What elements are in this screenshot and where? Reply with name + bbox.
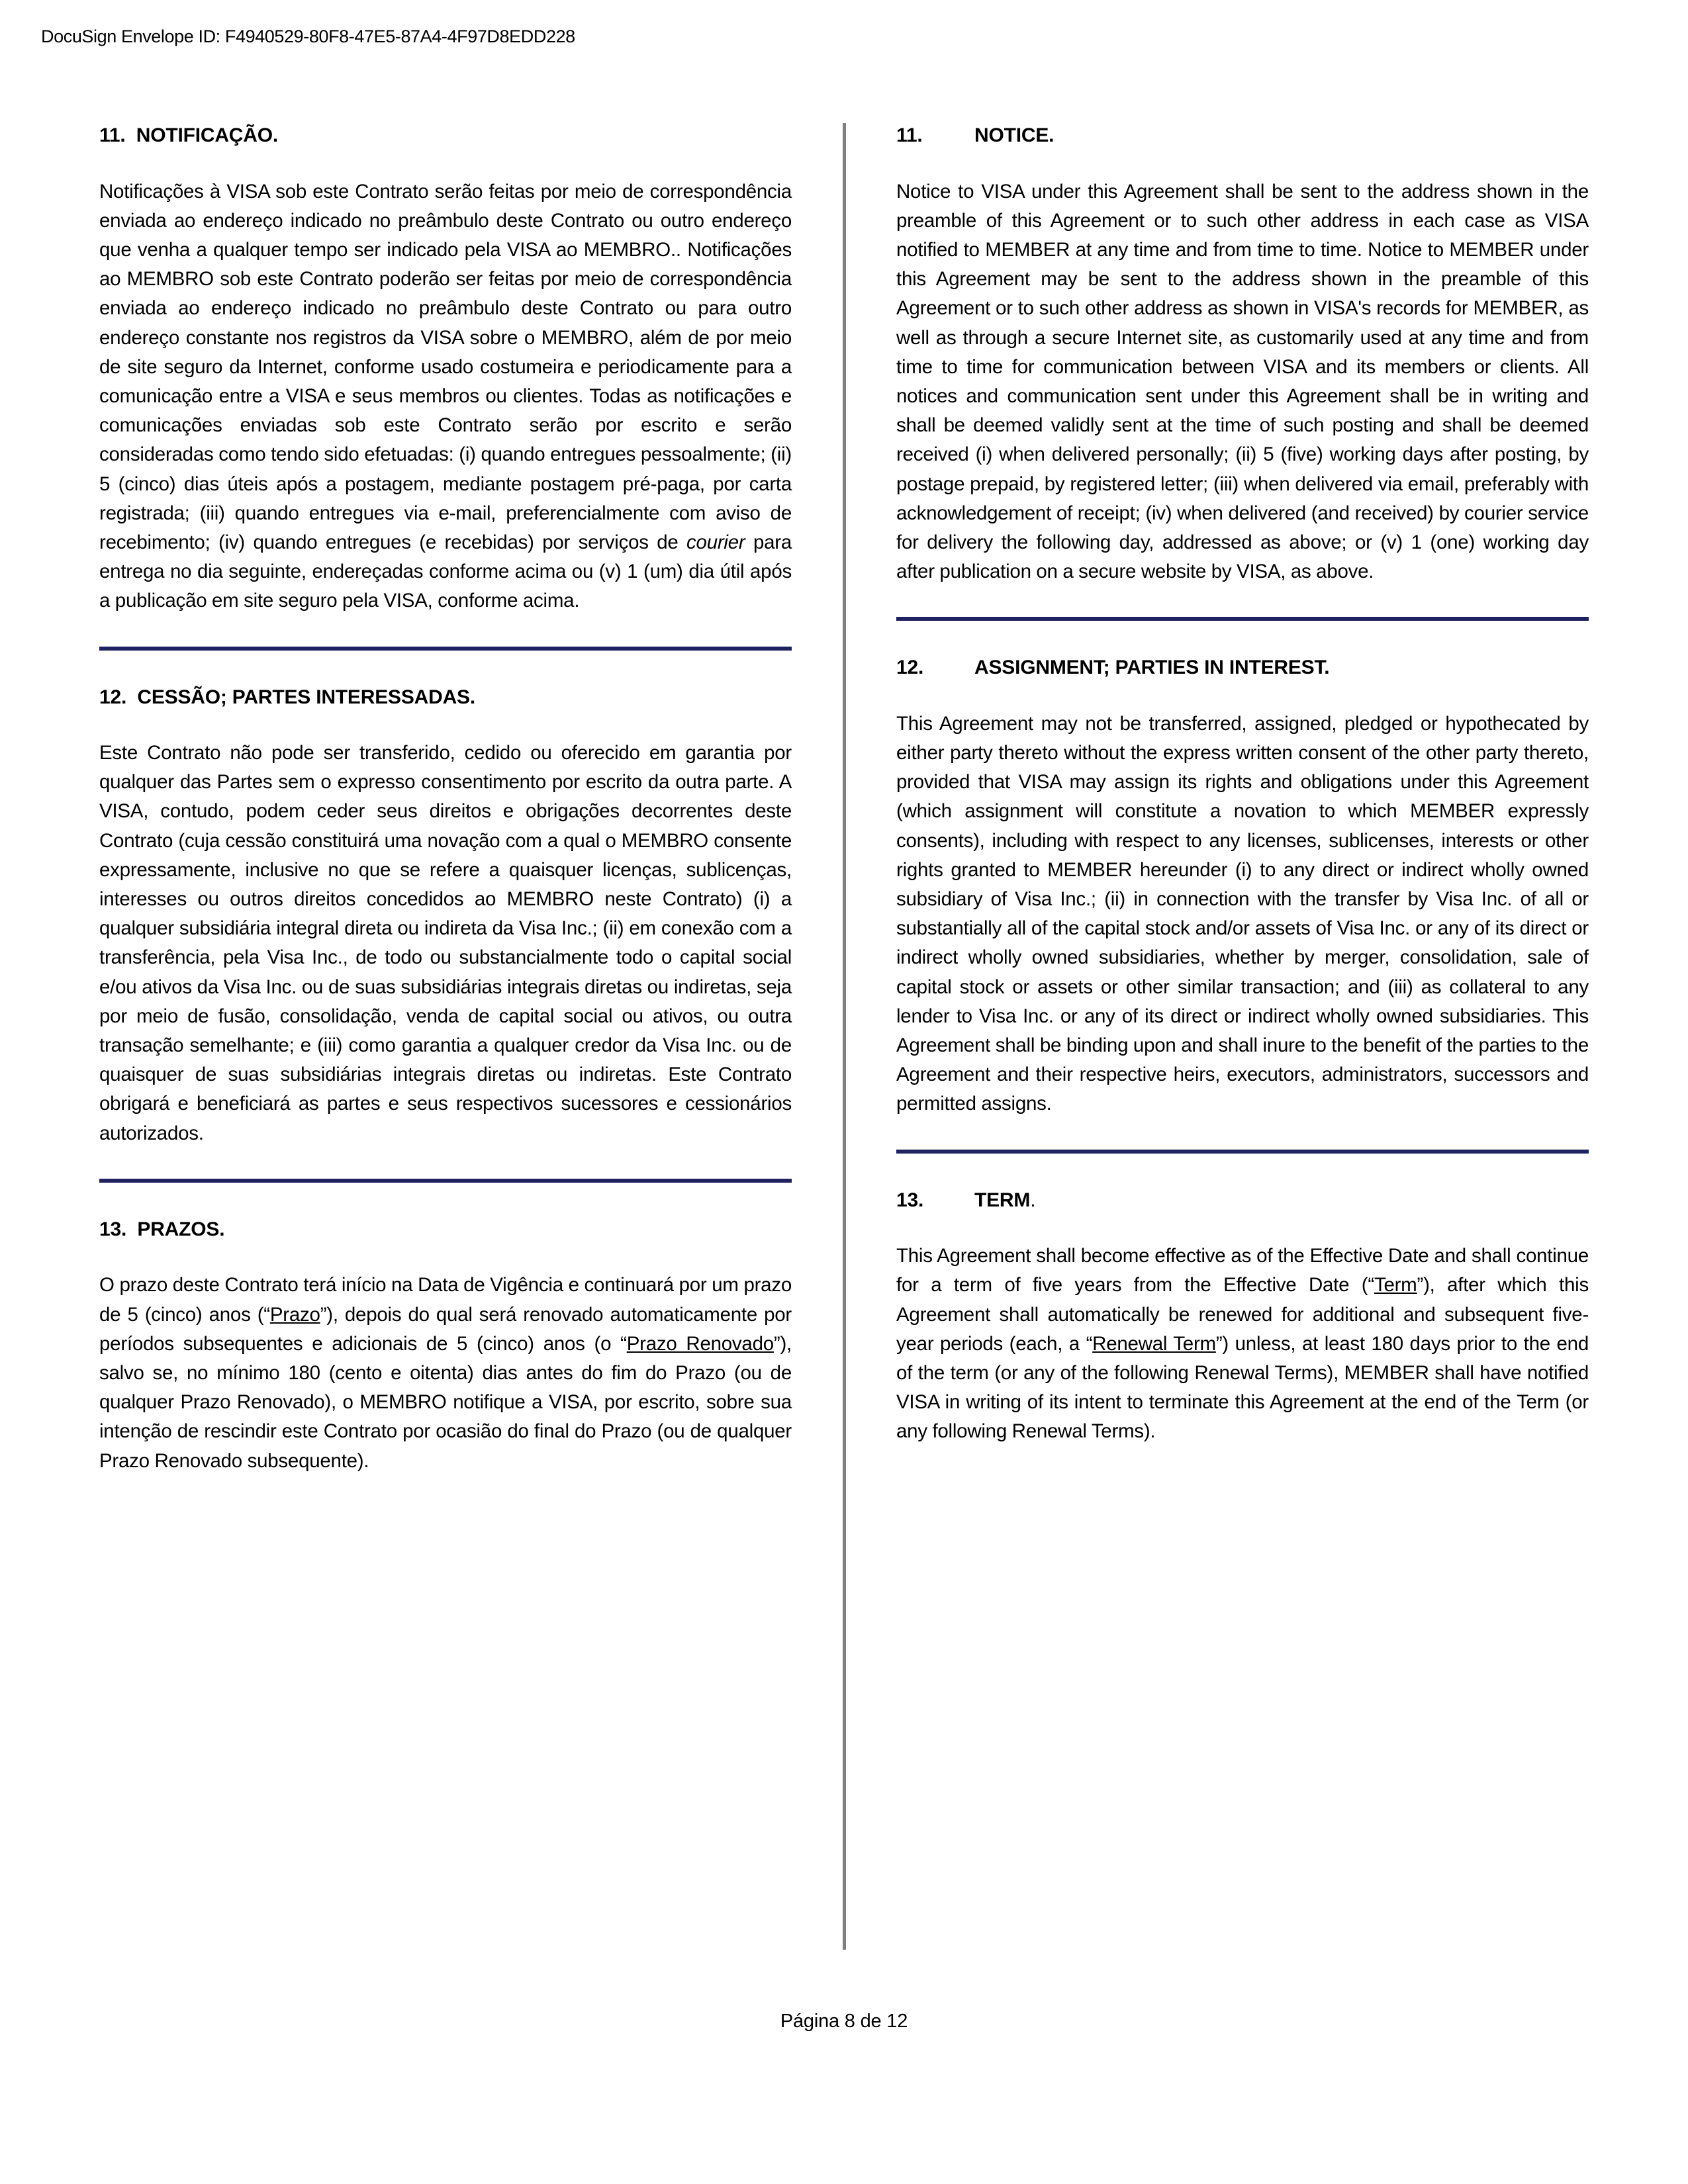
- section-12-pt: [99, 685, 792, 1148]
- section-11-en-body: Notice to VISA under this Agreement shall be sent to the address shown in the preamble of this Agreement or to such other address in each case as VISA notified to MEMBER at any time and from time to time. Notice to MEMBER under this Agreement may be sent to the address shown in the preamble of this Agreement or to such other address as shown in VISA's records for MEMBER, as well as through a secure Internet site, as customarily used at any time and from time to time for communication between VISA and its members or clients. All notices and communication sent under this Agreement shall be in writing and shall be deemed validly sent at the time of such posting and shall be deemed received (i) when delivered personally; (ii) 5 (five) working days after posting, by postage prepaid, by registered letter; (iii) when delivered via email, preferably with acknowledgement of receipt; (iv) when delivered (and received) by courier service for delivery the following day, addressed as above; or (v) 1 (one) working day after publication on a secure website by VISA, as above.: [896, 180, 1589, 583]
- page-footer: Página 8 de 12: [780, 2011, 908, 2032]
- section-13-en-number: 13.: [896, 1189, 924, 1211]
- document-page: [99, 123, 1589, 1950]
- section-12-en-number: 12.: [896, 657, 924, 679]
- section-13-pt-number: 13.: [99, 1218, 127, 1240]
- section-11-en-title: NOTICE.: [974, 124, 1055, 146]
- english-column: [896, 123, 1589, 1950]
- section-13-en-body: This Agreement shall become effective as of the Effective Date and shall continue for a term of five years from the Effective Date (“Term”), after which this Agreement shall automatically be renewed for additional and subsequent five-year periods (each, a “Renewal Term”) unless, at least 180 days prior to the end of the term (or any of the following Renewal Terms), MEMBER shall have notified VISA in writing of its intent to terminate this Agreement at the end of the Term (or any following Renewal Terms).: [896, 1245, 1589, 1443]
- section-12-pt-heading: [99, 685, 792, 710]
- bilingual-columns: [99, 123, 1589, 1950]
- section-13-pt-body: O prazo deste Contrato terá início na Data de Vigência e continuará por um prazo de 5 (cinco) anos (“Prazo”), depois do qual será renovado automaticamente por períodos subsequentes e adicionais de 5 (cinco) anos (o “Prazo Renovado”), salvo se, no mínimo 180 (cento e oitenta) dias antes do fim do Prazo (ou de qualquer Prazo Renovado), o MEMBRO notifique a VISA, por escrito, sobre sua intenção de rescindir este Contrato por ocasião do final do Prazo (ou de qualquer Prazo Renovado subsequente).: [99, 1274, 792, 1472]
- portuguese-column: [99, 123, 792, 1950]
- section-11-pt: [99, 123, 792, 616]
- defined-term-prazo: Prazo: [269, 1303, 320, 1326]
- column-divider-line: [843, 123, 846, 1950]
- section-13-pt: [99, 1217, 792, 1476]
- section-13-en-title-period: .: [1030, 1189, 1036, 1211]
- heading-gap: [125, 124, 136, 146]
- courier-italic: courier: [686, 531, 745, 553]
- section-12-pt-number: 12.: [99, 686, 127, 708]
- section-11-pt-number: 11.: [99, 124, 126, 146]
- section-13-en-heading: [896, 1188, 1589, 1213]
- section-12-en-heading: [896, 655, 1589, 680]
- docusign-envelope-id: DocuSign Envelope ID: F4940529-80F8-47E5-87A4-4F97D8EDD228: [41, 26, 575, 46]
- column-gap: [792, 123, 896, 1950]
- defined-term-renewal-term: Renewal Term: [1092, 1332, 1216, 1355]
- rule-space: [99, 616, 792, 647]
- heading-gap: [126, 686, 137, 708]
- heading-gap: [126, 1218, 137, 1240]
- section-13-en: [896, 1188, 1589, 1447]
- section-11-pt-heading: [99, 123, 792, 148]
- defined-term-term: Term: [1374, 1274, 1417, 1297]
- section-12-en-body: This Agreement may not be transferred, assigned, pledged or hypothecated by either party thereto without the express written consent of the other party thereto, provided that VISA may assign its rights and obligations under this Agreement (which assignment will constitute a novation to which MEMBER expressly consents), including with respect to any licenses, sublicenses, interests or other rights granted to MEMBER hereunder (i) to any direct or indirect wholly owned subsidiary of Visa Inc.; (ii) in connection with the transfer by Visa Inc. of all or substantially all of the capital stock and/or assets of Visa Inc. or any of its direct or indirect wholly owned subsidiaries, whether by merger, consolidation, sale of capital stock or assets or other similar transaction; and (iii) as collateral to any lender to Visa Inc. or any of its direct or indirect wholly owned subsidiaries. This Agreement shall be binding upon and shall inure to the benefit of the parties to the Agreement and their respective heirs, executors, administrators, successors and permitted assigns.: [896, 712, 1589, 1115]
- rule-space: [99, 651, 792, 685]
- defined-term-prazo-renovado: Prazo Renovado: [626, 1332, 774, 1355]
- section-11-en: [896, 123, 1589, 586]
- rule-space: [896, 586, 1589, 617]
- section-13-pt-heading: [99, 1217, 792, 1242]
- rule-space: [896, 621, 1589, 655]
- rule-space: [896, 1119, 1589, 1150]
- rule-space: [99, 1183, 792, 1217]
- rule-space: [896, 1154, 1589, 1188]
- section-11-en-number: 11.: [896, 124, 923, 146]
- section-13-pt-title: PRAZOS.: [137, 1218, 225, 1240]
- section-12-en-title: ASSIGNMENT; PARTIES IN INTEREST.: [974, 657, 1330, 679]
- section-11-en-heading: [896, 123, 1589, 148]
- section-12-en: [896, 655, 1589, 1118]
- section-13-en-title: TERM: [974, 1189, 1031, 1211]
- section-11-pt-body: Notificações à VISA sob este Contrato serão feitas por meio de correspondência enviada ao endereço indicado no preâmbulo deste Contrato ou outro endereço que venha a qualquer tempo ser indicado pela VISA ao MEMBRO.. Notificações ao MEMBRO sob este Contrato poderão ser feitas por meio de correspondência enviada ao endereço indicado no preâmbulo deste Contrato ou para outro endereço constante nos registros da VISA sobre o MEMBRO, além de por meio de site seguro da Internet, conforme usado costumeira e periodicamente para a comunicação entre a VISA e seus membros ou clientes. Todas as notificações e comunicações enviadas sob este Contrato serão por escrito e serão consideradas como tendo sido efetuadas: (i) quando entregues pessoalmente; (ii) 5 (cinco) dias úteis após a postagem, mediante postagem pré-paga, por carta registrada; (iii) quando entregues via e-mail, preferencialmente com aviso de recebimento; (iv) quando entregues (e recebidas) por serviços de courier para entrega no dia seguinte, endereçadas conforme acima ou (v) 1 (um) dia útil após a publicação em site seguro pela VISA, conforme acima.: [99, 180, 792, 612]
- section-12-pt-body: Este Contrato não pode ser transferido, cedido ou oferecido em garantia por qualquer das Partes sem o expresso consentimento por escrito da outra parte. A VISA, contudo, podem ceder seus direitos e obrigações decorrentes deste Contrato (cuja cessão constituirá uma novação com a qual o MEMBRO consente expressamente, inclusive no que se refere a quaisquer licenças, sublicenças, interesses ou outros direitos concedidos ao MEMBRO neste Contrato) (i) a qualquer subsidiária integral direta ou indireta da Visa Inc.; (ii) em conexão com a transferência, pela Visa Inc., de todo ou substancialmente todo o capital social e/ou ativos da Visa Inc. ou de suas subsidiárias integrais diretas ou indiretas, seja por meio de fusão, consolidação, venda de capital social ou ativos, ou outra transação semelhante; e (iii) como garantia a qualquer credor da Visa Inc. ou de quaisquer de suas subsidiárias integrais diretas ou indiretas. Este Contrato obrigará e beneficiará as partes e seus respectivos sucessores e cessionários autorizados.: [99, 742, 792, 1144]
- section-11-pt-title: NOTIFICAÇÃO.: [136, 124, 278, 146]
- section-12-pt-title: CESSÃO; PARTES INTERESSADAS.: [137, 686, 475, 708]
- rule-space: [99, 1148, 792, 1179]
